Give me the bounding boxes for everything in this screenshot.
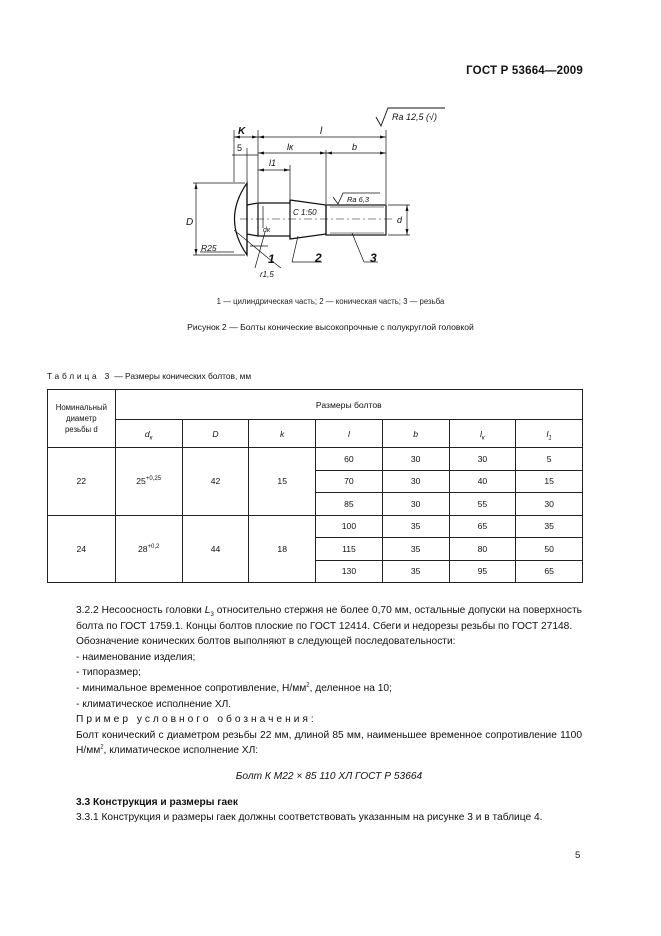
order-intro: Обозначение конических болтов выполняют в следующей последовательности: <box>76 636 456 648</box>
svg-text:K: K <box>238 126 246 137</box>
list-item: - наименование изделия; <box>76 651 196 663</box>
svg-text:5: 5 <box>237 143 243 153</box>
roughness-top: Ra 12,5 (√) <box>392 112 437 122</box>
bolt-dimensions-table: Номинальный диаметр резьбы d Размеры болтов $d_к$ D k l b $l_к$ $l_1$ 22 $25^{+0,25}$ 42 15 60 30 30 5 70 30 40 15 85 30 55 30 24 $28^{+0,2}$ 44 18 100 35 65 35 115 35 80 50 130 35 95 65 <box>47 389 583 583</box>
svg-text:lк: lк <box>287 142 294 152</box>
svg-text:r1,5: r1,5 <box>260 270 274 279</box>
roughness-thread: Ra 6,3 <box>347 195 370 204</box>
figure-caption: Рисунок 2 — Болты конические высокопрочные с полукруглой головкой <box>187 322 474 332</box>
table-row: 70 30 40 15 <box>48 470 583 493</box>
taper-label: C 1:50 <box>293 208 317 217</box>
svg-text:b: b <box>352 142 358 152</box>
svg-text:R25: R25 <box>201 243 217 253</box>
svg-text:2: 2 <box>315 251 322 265</box>
svg-text:1: 1 <box>268 252 275 266</box>
example-label: Пример условного обозначения: <box>76 714 317 726</box>
figure-legend: 1 — цилиндрическая часть; 2 — коническая часть; 3 — резьба <box>216 297 445 306</box>
page-number: 5 <box>575 850 581 861</box>
example-text: Болт конический с диаметром резьбы 22 мм, длиной 85 мм, наименьшее временное сопротивление 1100 $Н/мм^2$, климатическое исполнение ХЛ: <box>76 729 582 757</box>
document-header: ГОСТ Р 53664—2009 <box>466 65 583 77</box>
bolt-drawing <box>0 95 661 310</box>
body-text <box>76 603 582 826</box>
list-item: - минимальное временное сопротивление, $Н/мм^2$, деленное на 10; <box>76 682 392 694</box>
header-l1: $l_1$ <box>516 420 583 448</box>
table-row: 85 30 55 30 <box>48 493 583 516</box>
section-title: 3.3 Конструкция и размеры гаек <box>76 796 238 808</box>
svg-text:3: 3 <box>370 251 377 265</box>
paragraph-3-3-1: 3.3.1 Конструкция и размеры гаек должны соответствовать указанным на рисунке 3 и в таблице 4. <box>76 812 543 824</box>
header-lk: $l_к$ <box>449 420 516 448</box>
table-row: 115 35 80 50 <box>48 538 583 561</box>
header-nominal: Номинальный диаметр резьбы d <box>48 390 116 448</box>
table-title: Таблица 3 — Размеры конических болтов, мм <box>47 371 252 381</box>
svg-text:d: d <box>397 215 403 225</box>
table-row: 24 $28^{+0,2}$ 44 18 100 35 65 35 <box>48 515 583 538</box>
list-item: - типоразмер; <box>76 667 141 679</box>
svg-text:l1: l1 <box>269 158 277 168</box>
svg-text:dк: dк <box>263 227 271 234</box>
header-group: Размеры болтов <box>115 390 582 420</box>
svg-text:D: D <box>186 217 194 228</box>
table-row: 22 $25^{+0,25}$ 42 15 60 30 30 5 <box>48 448 583 471</box>
header-dk: $d_к$ <box>115 420 182 448</box>
paragraph-3-2-2: 3.2.2 Несоосность головки $L_3$ относительно стержня не более 0,70 мм, остальные допуски на поверхность болта по ГОСТ 1759.1. Концы болтов плоские по ГОСТ 12414. Сбеги и недорезы резьбы по ГОСТ 27148. <box>76 605 582 632</box>
list-item: - климатическое исполнение ХЛ. <box>76 698 232 710</box>
example-designation: Болт К М22 × 85 110 ХЛ ГОСТ Р 53664 <box>235 770 423 782</box>
svg-text:l: l <box>320 126 323 137</box>
table-row: 130 35 95 65 <box>48 560 583 583</box>
